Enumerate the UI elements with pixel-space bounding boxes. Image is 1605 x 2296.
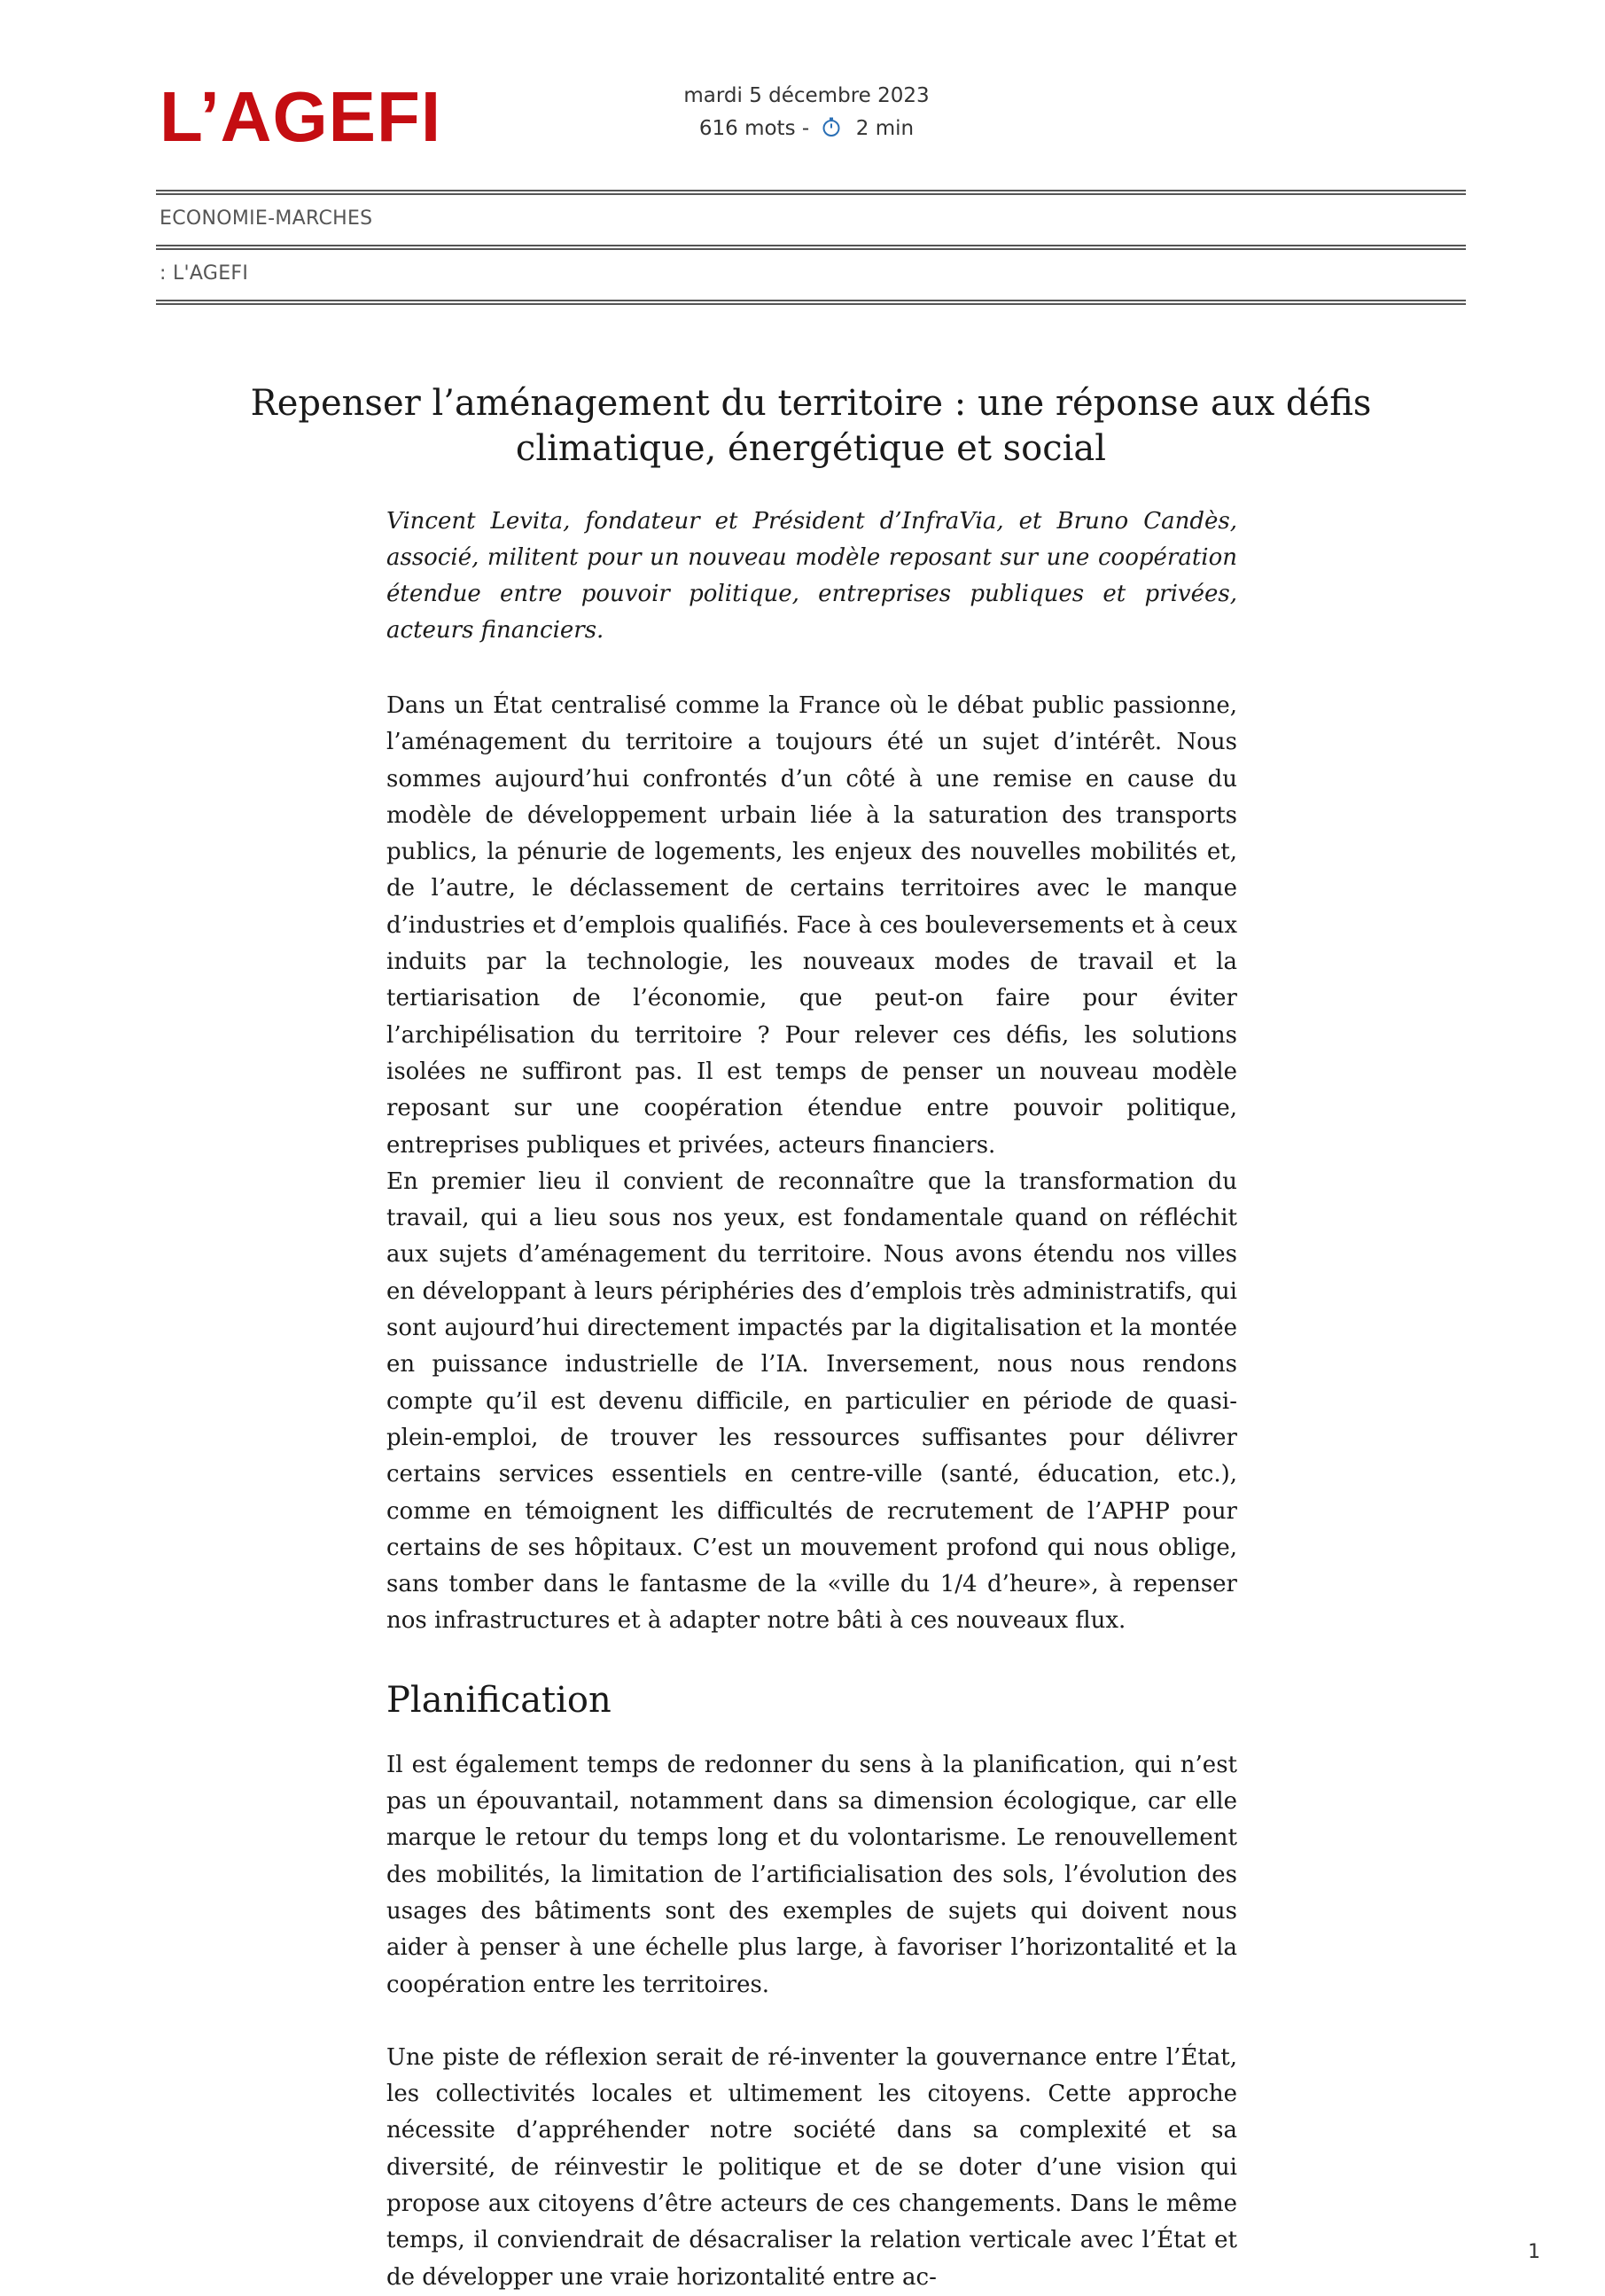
publication-date: mardi 5 décembre 2023 bbox=[683, 84, 930, 107]
paragraph: Il est également temps de redonner du sens à la planification, qui n’est pas un épouvantail, notamment dans sa dimension écologique, car elle marque le retour du temps long et du volontarisme. Le renouvellement des mobilités, la limitation de l’artificialisation des sols, l’évolution des usages des bâtiments sont des exemples de sujets qui doivent nous aider à penser à une échelle plus large, à favoriser l’horizontalité et la coopération entre les territoires. bbox=[386, 1751, 1237, 1998]
divider bbox=[156, 190, 1466, 195]
article-body bbox=[386, 504, 1237, 2296]
source-label: : L'AGEFI bbox=[160, 262, 249, 285]
article-meta bbox=[620, 80, 993, 148]
section-label: ECONOMIE-MARCHES bbox=[160, 207, 373, 230]
article-lead: Vincent Levita, fondateur et Président d’InfraVia, et Bruno Candès, associé, militent pour un nouveau modèle reposant sur une coopération étendue entre pouvoir politique, entreprises publiques et privées, acteurs financiers. bbox=[386, 508, 1237, 644]
page-number: 1 bbox=[1528, 2241, 1540, 2263]
paragraph: En premier lieu il convient de reconnaître que la transformation du travail, qui a lieu sous nos yeux, est fondamentale quand on réfléchit aux sujets d’aménagement du territoire. Nous avons étendu nos villes en développant à leurs périphéries des d’emplois très administratifs, qui sont aujourd’hui directement impactés par la digitalisation et la montée en puissance industrielle de l’IA. Inversement, nous nous rendons compte qu’il est devenu difficile, en particulier en période de quasi-plein-emploi, de trouver les ressources suffisantes pour délivrer certains services essentiels en centre-ville (santé, éducation, etc.), comme en témoignent les difficultés de recrutement de l’APHP pour certains de ses hôpitaux. C’est un mouvement profond qui nous oblige, sans tomber dans le fantasme de la «ville du 1/4 d’heure», à repenser nos infrastructures et à adapter notre bâti à ces nouveaux flux. bbox=[386, 1168, 1237, 1635]
article-title: Repenser l’aménagement du territoire : une réponse aux défis climatique, énergétique et social bbox=[250, 383, 1372, 469]
read-time: 2 min bbox=[855, 117, 915, 140]
paragraph: Dans un État centralisé comme la France où le débat public passionne, l’aménagement du territoire a toujours été un sujet d’intérêt. Nous sommes aujourd’hui confrontés d’un côté à une remise en cause du modèle de développement urbain liée à la saturation des transports publics, la pénurie de logements, les enjeux des nouvelles mobilités et, de l’autre, le déclassement de certains territoires avec le manque d’industries et d’emplois qualifiés. Face à ces bouleversements et à ceux induits par la technologie, les nouveaux modes de travail et la tertiarisation de l’économie, que peut-on faire pour éviter l’archipélisation du territoire ? Pour relever ces défis, les solutions isolées ne suffiront pas. Il est temps de penser un nouveau modèle reposant sur une coopération étendue entre pouvoir politique, entreprises publiques et privées, acteurs financiers. bbox=[386, 692, 1237, 1159]
divider bbox=[156, 300, 1466, 305]
word-count: 616 mots - bbox=[698, 117, 810, 140]
reading-info bbox=[620, 113, 993, 148]
paragraph: Une piste de réflexion serait de ré-inventer la gouvernance entre l’État, les collectivités locales et ultimement les citoyens. Cette approche nécessite d’appréhender notre société dans sa complexité et sa diversité, de réinvestir le politique et de se doter d’une vision qui propose aux citoyens d’être acteurs de ces changements. Dans le même temps, il conviendrait de désacraliser la relation verticale avec l’État et de développer une vraie horizontalité entre ac- bbox=[386, 2043, 1237, 2291]
divider bbox=[156, 245, 1466, 250]
stopwatch-icon bbox=[821, 115, 842, 148]
section-heading: Planification bbox=[386, 1679, 612, 1721]
agefi-logo: L’AGEFI bbox=[160, 77, 442, 156]
